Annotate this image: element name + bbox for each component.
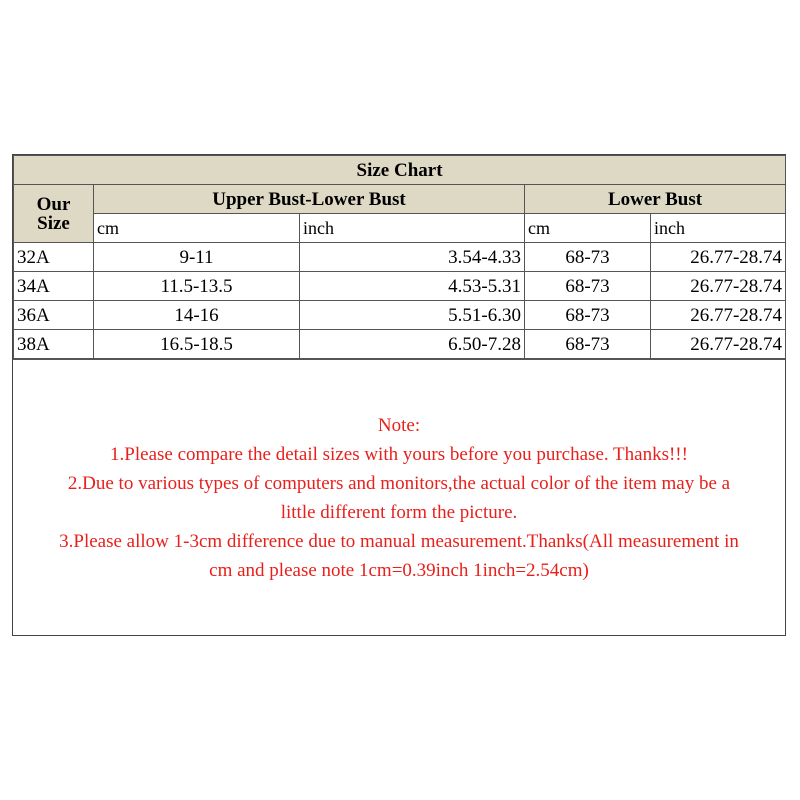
- upper-bust-lower-bust-header: Upper Bust-Lower Bust: [94, 185, 525, 214]
- note-line-3: 3.Please allow 1-3cm difference due to manual measurement.Thanks(All measurement in cm and please note 1cm=0.39inch 1inch=2.54cm): [59, 530, 739, 581]
- lower-cm-value: 68-73: [525, 301, 651, 330]
- upper-inch-value: 4.53-5.31: [300, 272, 525, 301]
- upper-cm-value: 11.5-13.5: [94, 272, 300, 301]
- size-chart-title: Size Chart: [14, 156, 786, 185]
- upper-cm-value: 16.5-18.5: [94, 330, 300, 359]
- group-header-row: [14, 185, 786, 214]
- table-row: [14, 301, 786, 330]
- size-chart: [12, 154, 786, 636]
- table-row: [14, 272, 786, 301]
- lower-cm-value: 68-73: [525, 243, 651, 272]
- upper-inch-value: 3.54-4.33: [300, 243, 525, 272]
- lower-inch-value: 26.77-28.74: [651, 272, 786, 301]
- notes-section: [13, 359, 785, 635]
- lower-inch-unit: inch: [651, 214, 786, 243]
- size-value: 36A: [14, 301, 94, 330]
- lower-inch-value: 26.77-28.74: [651, 330, 786, 359]
- note-line-2: 2.Due to various types of computers and monitors,the actual color of the item may be a little different form the picture.: [67, 472, 731, 523]
- upper-inch-value: 6.50-7.28: [300, 330, 525, 359]
- upper-inch-value: 5.51-6.30: [300, 301, 525, 330]
- table-row: [14, 243, 786, 272]
- lower-cm-unit: cm: [525, 214, 651, 243]
- size-table: [13, 155, 786, 359]
- our-size-line2: Size: [37, 212, 70, 234]
- lower-bust-header: Lower Bust: [525, 185, 786, 214]
- lower-cm-value: 68-73: [525, 272, 651, 301]
- our-size-header: [14, 185, 94, 243]
- note-heading: Note:: [377, 414, 421, 436]
- size-value: 32A: [14, 243, 94, 272]
- upper-cm-unit: cm: [94, 214, 300, 243]
- upper-cm-value: 9-11: [94, 243, 300, 272]
- lower-inch-value: 26.77-28.74: [651, 243, 786, 272]
- size-value: 38A: [14, 330, 94, 359]
- lower-cm-value: 68-73: [525, 330, 651, 359]
- title-row: [14, 156, 786, 185]
- size-value: 34A: [14, 272, 94, 301]
- unit-header-row: [14, 214, 786, 243]
- lower-inch-value: 26.77-28.74: [651, 301, 786, 330]
- table-row: [14, 330, 786, 359]
- note-line-1: 1.Please compare the detail sizes with yours before you purchase. Thanks!!!: [110, 443, 688, 465]
- our-size-line1: Our: [36, 193, 71, 215]
- upper-inch-unit: inch: [300, 214, 525, 243]
- upper-cm-value: 14-16: [94, 301, 300, 330]
